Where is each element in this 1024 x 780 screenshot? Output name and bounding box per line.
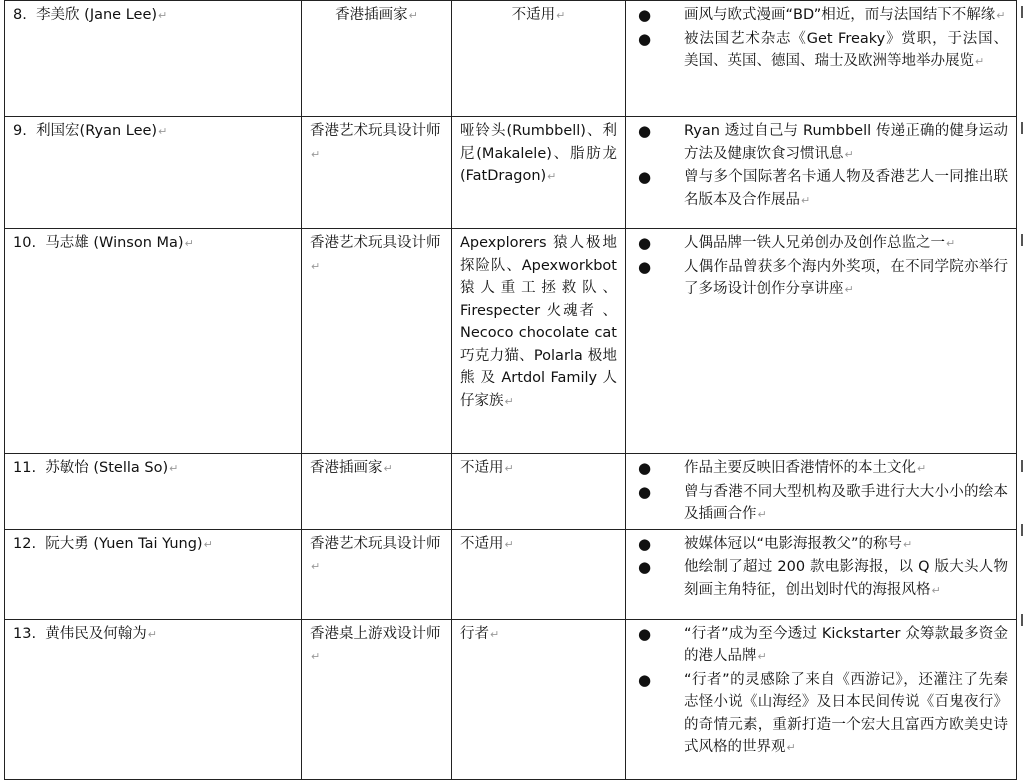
works-cell: 不适用↵: [452, 529, 626, 619]
row-end-marker: [1021, 234, 1023, 246]
designer-type-cell: 香港桌上游戏设计师↵: [302, 619, 452, 779]
highlights-cell: [626, 1, 1017, 117]
designer-name-cell: 9. 利国宏(Ryan Lee)↵: [5, 117, 302, 229]
row-end-marker: [1021, 6, 1023, 18]
designer-name-cell: 12. 阮大勇 (Yuen Tai Yung)↵: [5, 529, 302, 619]
designer-name-cell: 8. 李美欣 (Jane Lee)↵: [5, 1, 302, 117]
highlights-cell: [626, 529, 1017, 619]
highlights-cell: [626, 454, 1017, 530]
row-end-marker: [1021, 460, 1023, 472]
works-cell: Apexplorers 猿人极地探险队、Apexworkbot 猿人重工拯救队、Firespecter 火魂者 、Necoco chocolate cat 巧克力猫、Polarla 极地熊 及 Artdol Family 人仔家族↵: [452, 229, 626, 454]
table-row: [5, 619, 1017, 779]
designers-table: [4, 0, 1017, 780]
list-item: ● 人偶作品曾获多个海内外奖项，在不同学院亦举行了多场设计创作分享讲座↵: [638, 257, 1008, 297]
works-cell: 行者↵: [452, 619, 626, 779]
designer-name-cell: 13. 黄伟民及何翰为↵: [5, 619, 302, 779]
highlights-cell: [626, 619, 1017, 779]
designer-type-cell: 香港艺术玩具设计师↵: [302, 229, 452, 454]
list-item: ● “行者”的灵感除了来自《西游记》，还灌注了先秦志怪小说《山海经》及日本民间传说《百鬼夜行》的奇情元素，重新打造一个宏大且富西方欧美史诗式风格的世界观↵: [638, 670, 1008, 755]
highlights-cell: [626, 117, 1017, 229]
list-item: ● 曾与香港不同大型机构及歌手进行大大小小的绘本及插画合作↵: [638, 482, 1008, 522]
list-item: ● 被法国艺术杂志《Get Freaky》赏职，于法国、美国、英国、德国、瑞士及欧洲等地举办展览↵: [638, 29, 1008, 69]
list-item: ● “行者”成为至今透过 Kickstarter 众筹款最多资金的港人品牌↵: [638, 624, 1008, 664]
designer-type-cell: 香港艺术玩具设计师↵: [302, 529, 452, 619]
works-cell: 不适用↵: [452, 1, 626, 117]
designer-type-cell: 香港艺术玩具设计师↵: [302, 117, 452, 229]
table-row: [5, 529, 1017, 619]
list-item: ● 画风与欧式漫画“BD”相近，而与法国结下不解缘↵: [638, 6, 1006, 24]
list-item: ● 作品主要反映旧香港情怀的本土文化↵: [638, 459, 927, 477]
list-item: ● 他绘制了超过 200 款电影海报，以 Q 版大头人物刻画主角特征，创出划时代的海报风格↵: [638, 558, 1008, 598]
table-row: [5, 229, 1017, 454]
works-cell: 哑铃头(Rumbbell)、利尼(Makalele)、脂肪龙(FatDragon)↵: [452, 117, 626, 229]
designer-name-cell: 11. 苏敏怡 (Stella So)↵: [5, 454, 302, 530]
designer-name-cell: 10. 马志雄 (Winson Ma)↵: [5, 229, 302, 454]
row-end-marker: [1021, 122, 1023, 134]
works-cell: 不适用↵: [452, 454, 626, 530]
table-row: [5, 454, 1017, 530]
table-row: [5, 117, 1017, 229]
list-item: ● 被媒体冠以“电影海报教父”的称号↵: [638, 534, 913, 553]
designer-type-cell: 香港插画家↵: [302, 1, 452, 117]
list-item: ● 曾与多个国际著名卡通人物及香港艺人一同推出联名版本及合作展品↵: [638, 168, 1008, 208]
highlights-cell: [626, 229, 1017, 454]
table-row: [5, 1, 1017, 117]
row-end-marker: [1021, 614, 1023, 626]
list-item: ● Ryan 透过自己与 Rumbbell 传递正确的健身运动方法及健康饮食习惯讯息↵: [638, 122, 1008, 162]
designer-type-cell: 香港插画家↵: [302, 454, 452, 530]
list-item: ● 人偶品牌一铁人兄弟创办及创作总监之一↵: [638, 234, 956, 252]
row-end-marker: [1021, 524, 1023, 536]
